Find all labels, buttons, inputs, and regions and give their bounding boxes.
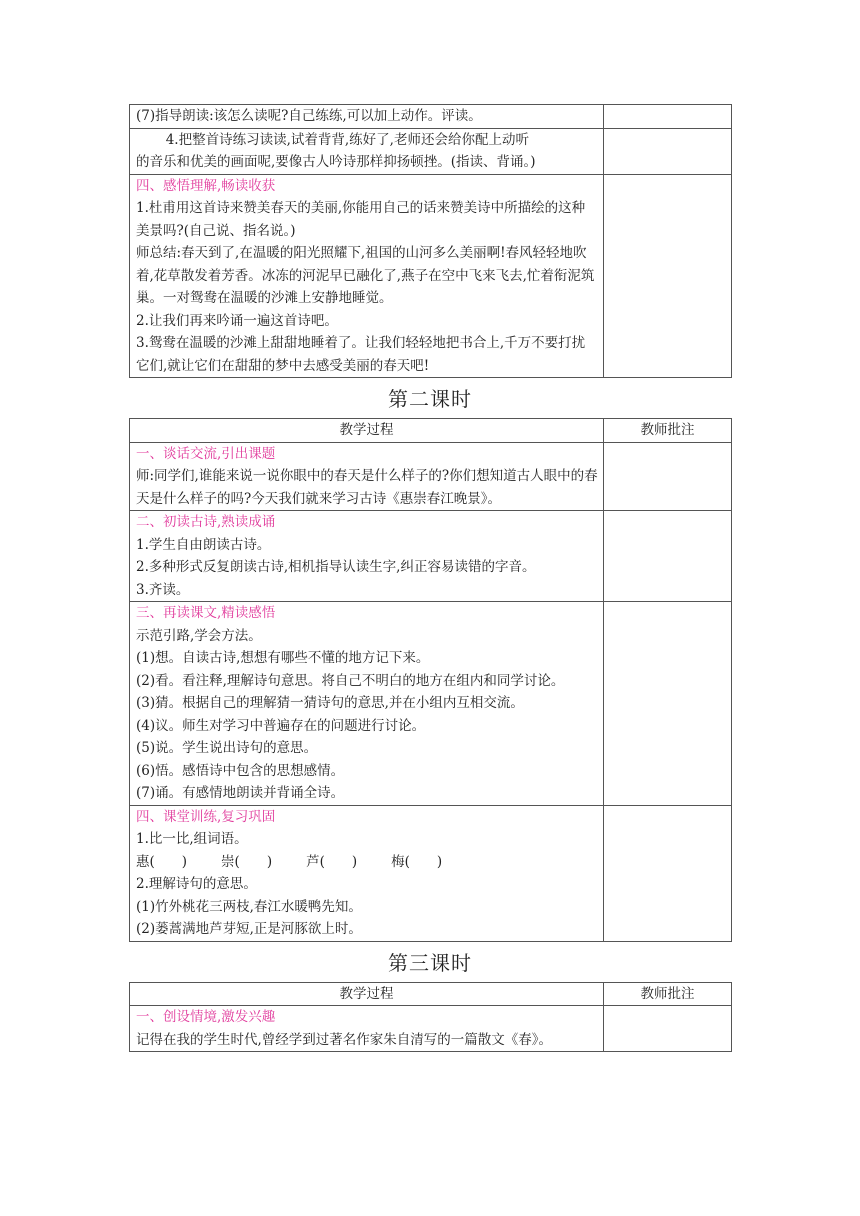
paragraph: (5)说。学生说出诗句的意思。 — [136, 740, 318, 756]
lesson3-title: 第三课时 — [388, 950, 472, 975]
process-cell — [130, 174, 604, 378]
section-heading: 三、再读课文,精读感悟 — [136, 605, 276, 621]
table-row — [130, 602, 732, 806]
document-page — [129, 104, 731, 1052]
table-row — [130, 128, 732, 174]
paragraph: (3)猜。根据自己的理解猜一猜诗句的意思,并在小组内互相交流。 — [136, 695, 524, 711]
paragraph: 1.杜甫用这首诗来赞美春天的美丽,你能用自己的话来赞美诗中所描绘的这种美景吗?(自己说、指名说。) — [136, 200, 586, 239]
paragraph: (1)想。自读古诗,想想有哪些不懂的地方记下来。 — [136, 650, 430, 666]
section-heading: 四、课堂训练,复习巩固 — [136, 808, 276, 825]
paragraph: (6)悟。感悟诗中包含的思想感情。 — [136, 762, 345, 779]
paragraph: 1.比一比,组词语。 — [136, 831, 248, 847]
paragraph: 2.理解诗句的意思。 — [136, 876, 257, 892]
column-header-process: 教学过程 — [130, 419, 604, 443]
blank-item: 惠( ) — [136, 853, 188, 870]
blank-item: 梅( ) — [391, 853, 443, 870]
lesson2-title: 第二课时 — [388, 387, 472, 411]
paragraph: 示范引路,学会方法。 — [136, 627, 262, 644]
process-cell — [130, 805, 604, 941]
process-cell — [130, 602, 604, 806]
blank-item: 崇( ) — [221, 853, 273, 870]
lesson3-table — [129, 982, 732, 1053]
process-cell — [130, 128, 604, 174]
comment-cell — [604, 128, 732, 174]
paragraph: 记得在我的学生时代,曾经学到过著名作家朱自清写的一篇散文《春》。 — [136, 1031, 553, 1048]
table-row — [130, 511, 732, 602]
paragraph: 师总结:春天到了,在温暖的阳光照耀下,祖国的山河多么美丽啊!春风轻轻地吹着,花草散发着芳香。冰冻的河泥早已融化了,燕子在空中飞来飞去,忙着衔泥筑巢。一对鸳鸯在温暖的沙滩上安静地睡觉。 — [136, 245, 595, 306]
paragraph: 的音乐和优美的画面呢,要像古人吟诗那样抑扬顿挫。(指读、背诵。) — [136, 154, 536, 170]
paragraph: (7)诵。有感情地朗读并背诵全诗。 — [136, 785, 345, 801]
word-blanks — [136, 851, 598, 874]
paragraph: (4)议。师生对学习中普遍存在的问题进行讨论。 — [136, 717, 426, 734]
table-row — [130, 105, 732, 129]
process-cell — [130, 442, 604, 511]
lesson2-table — [129, 418, 732, 942]
blank-item: 芦( ) — [306, 853, 358, 870]
paragraph: (1)竹外桃花三两枝,春江水暖鸭先知。 — [136, 898, 362, 915]
paragraph: (7)指导朗读:该怎么读呢?自己练练,可以加上动作。评读。 — [136, 108, 482, 124]
section-heading: 二、初读古诗,熟读成诵 — [136, 514, 276, 530]
comment-cell — [604, 805, 732, 941]
comment-cell — [604, 1006, 732, 1052]
comment-cell — [604, 174, 732, 378]
table-row — [130, 805, 732, 941]
paragraph: (2)看。看注释,理解诗句意思。将自己不明白的地方在组内和同学讨论。 — [136, 672, 565, 689]
section-heading: 一、创设情境,激发兴趣 — [136, 1009, 276, 1025]
paragraph: (2)蒌蒿满地芦芽短,正是河豚欲上时。 — [136, 921, 362, 937]
column-header-comments: 教师批注 — [604, 982, 732, 1006]
comment-cell — [604, 602, 732, 806]
table-row — [130, 174, 732, 378]
section-heading: 一、谈话交流,引出课题 — [136, 445, 276, 462]
table-row — [130, 1006, 732, 1052]
process-cell — [130, 511, 604, 602]
comment-cell — [604, 105, 732, 129]
paragraph: 4.把整首诗练习读读,试着背背,练好了,老师还会给你配上动听 — [165, 131, 529, 148]
lesson1-table — [129, 104, 732, 378]
table-row — [130, 442, 732, 511]
process-cell — [130, 1006, 604, 1052]
comment-cell — [604, 511, 732, 602]
table-header-row — [130, 419, 732, 443]
table-header-row — [130, 982, 732, 1006]
column-header-process: 教学过程 — [130, 982, 604, 1006]
process-cell — [130, 105, 604, 129]
paragraph: 2.让我们再来吟诵一遍这首诗吧。 — [136, 312, 338, 329]
comment-cell — [604, 442, 732, 511]
paragraph: 2.多种形式反复朗读古诗,相机指导认读生字,纠正容易读错的字音。 — [136, 559, 536, 575]
paragraph: 1.学生自由朗读古诗。 — [136, 536, 271, 553]
section-heading: 四、感悟理解,畅读收获 — [136, 177, 276, 194]
paragraph: 3.鸳鸯在温暖的沙滩上甜甜地睡着了。让我们轻轻地把书合上,千万不要打扰它们,就让它们在甜甜的梦中去感受美丽的春天吧! — [136, 335, 586, 374]
paragraph: 3.齐读。 — [136, 581, 190, 598]
paragraph: 师:同学们,谁能来说一说你眼中的春天是什么样子的?你们想知道古人眼中的春天是什么样子的吗?今天我们就来学习古诗《惠崇春江晚景》。 — [136, 468, 598, 507]
column-header-comments: 教师批注 — [604, 419, 732, 443]
